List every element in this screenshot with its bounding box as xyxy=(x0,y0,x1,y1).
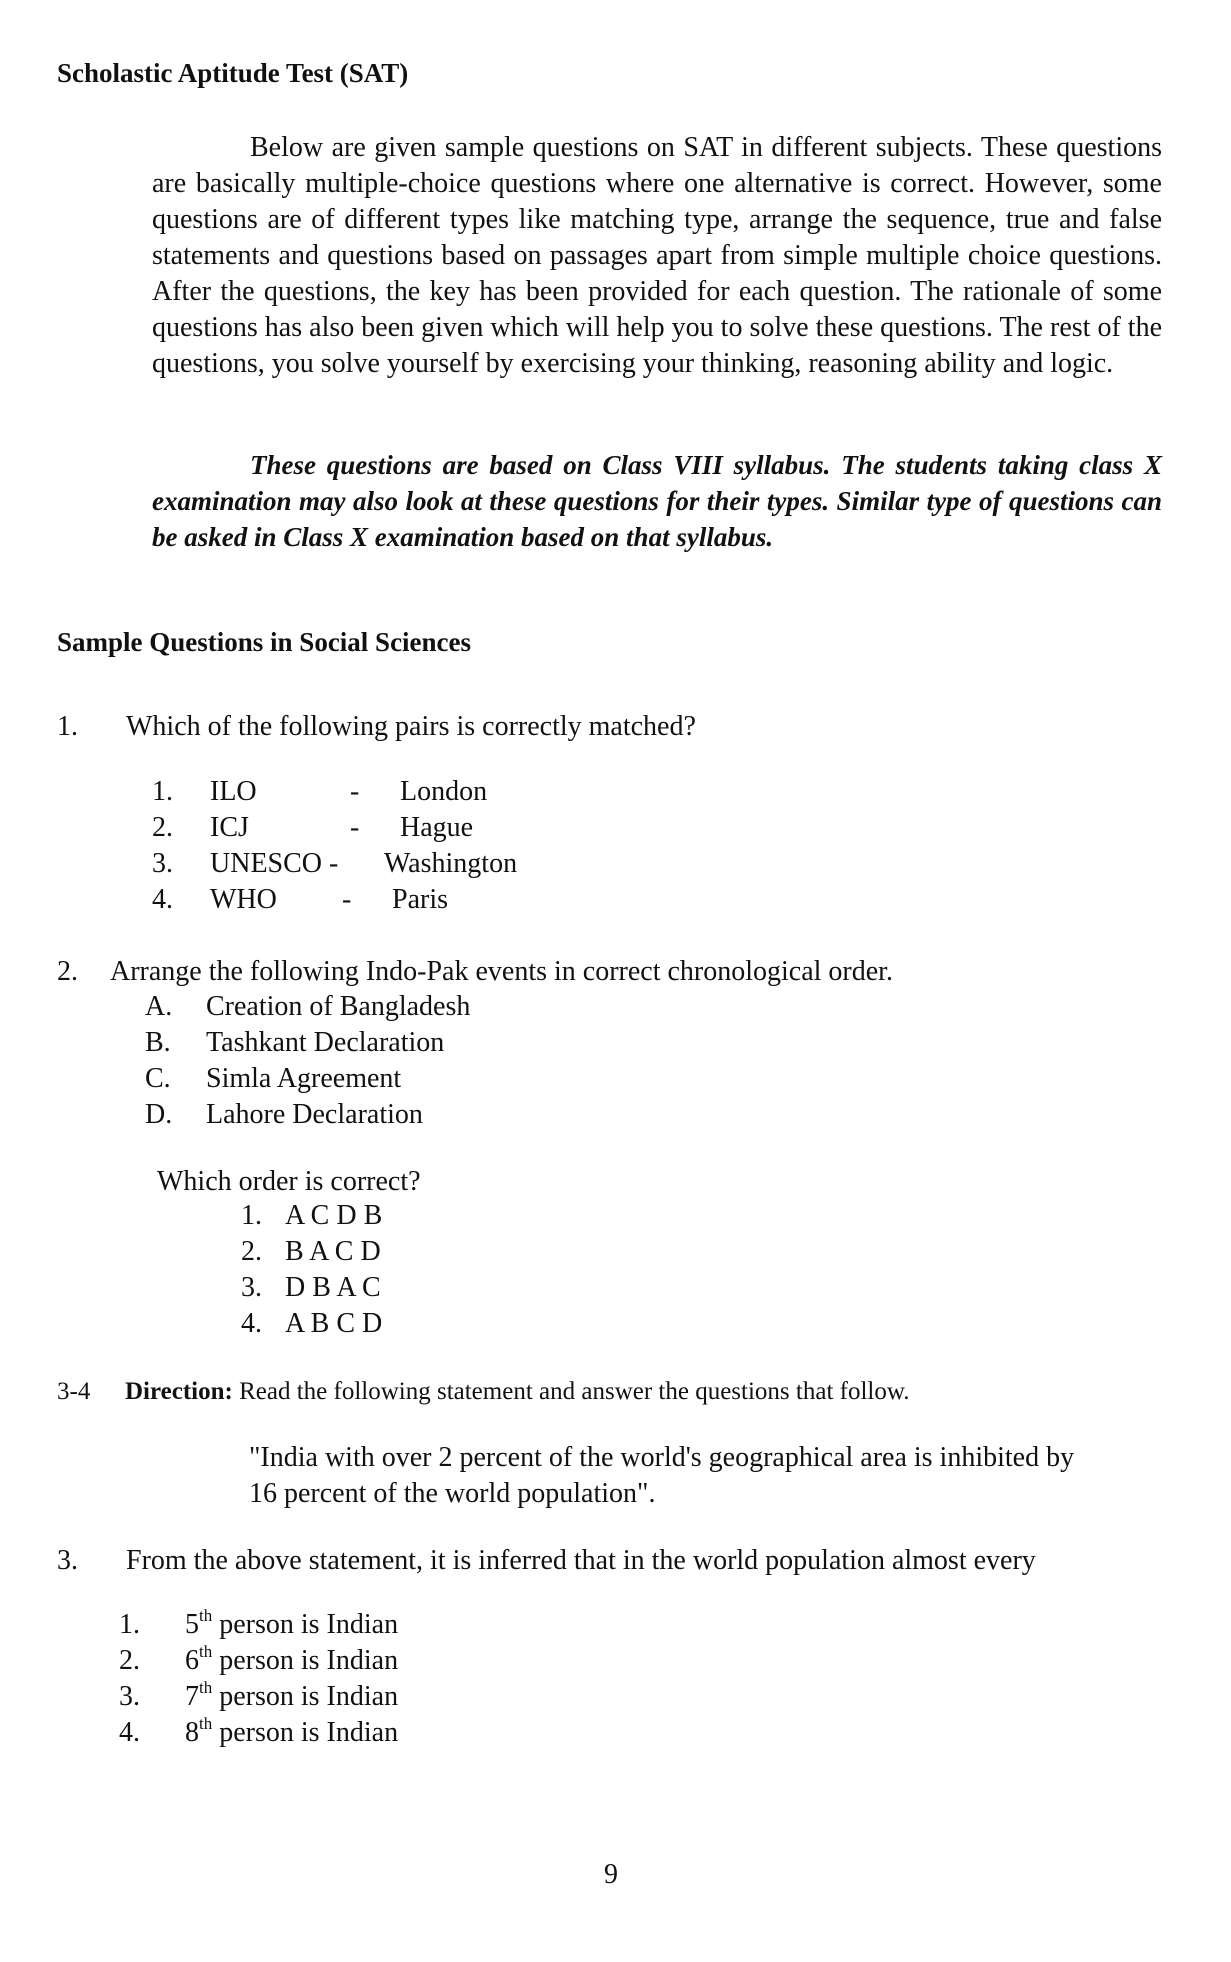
order-number: 2. xyxy=(241,1236,262,1267)
ordinal-suffix: th xyxy=(199,1714,213,1733)
option-org: ILO xyxy=(210,776,257,807)
order-text: A C D B xyxy=(285,1200,383,1231)
syllabus-note xyxy=(152,447,1162,555)
option-ordinal xyxy=(185,1714,399,1749)
event-text: Simla Agreement xyxy=(206,1063,402,1094)
section-title: Sample Questions in Social Sciences xyxy=(57,627,472,657)
intro-text: Below are given sample questions on SAT in different subjects. These questions are basically multiple-choice questions where one alternative is correct. However, some questions are of different types like matching type, arrange the sequence, true and false statements and questions based on passages apart from simple multiple choice questions. After the questions, the key has been provided for each question. The rationale of some questions has also been given which will help you to solve these questions. The rest of the questions, you solve yourself by exercising your thinking, reasoning ability and logic. xyxy=(152,132,1162,379)
order-text: D B A C xyxy=(285,1272,381,1303)
note-text: These questions are based on Class VIII syllabus. The students taking class X examination may also look at these questions for their types. Similar type of questions can be asked in Class X examination based on that syllabus. xyxy=(152,450,1162,552)
option-number: 2. xyxy=(152,812,173,843)
ordinal-number: 7 xyxy=(185,1681,199,1712)
direction-line xyxy=(125,1378,910,1406)
q2-prompt: Which order is correct? xyxy=(157,1166,421,1197)
page-title: Scholastic Aptitude Test (SAT) xyxy=(57,58,409,88)
option-number: 4. xyxy=(152,884,173,915)
option-number: 3. xyxy=(119,1681,140,1712)
option-text: person is Indian xyxy=(219,1681,399,1712)
option-place: Hague xyxy=(400,812,474,843)
question-number: 3. xyxy=(57,1545,78,1576)
intro-paragraph xyxy=(152,130,1162,382)
option-org: WHO xyxy=(210,884,277,915)
page-number: 9 xyxy=(604,1859,618,1890)
event-text: Tashkant Declaration xyxy=(206,1027,445,1058)
option-dash: - xyxy=(342,884,352,915)
option-dash: - xyxy=(350,776,360,807)
option-text: person is Indian xyxy=(219,1645,399,1676)
direction-number: 3-4 xyxy=(57,1378,91,1405)
option-ordinal xyxy=(185,1678,399,1713)
quote-line-2: 16 percent of the world population". xyxy=(249,1478,656,1509)
question-number: 1. xyxy=(57,711,78,742)
quote-line-1: "India with over 2 percent of the world's geographical area is inhibited by xyxy=(249,1442,1075,1473)
question-number: 2. xyxy=(57,956,78,987)
question-text: Which of the following pairs is correctly matched? xyxy=(126,711,696,742)
ordinal-number: 8 xyxy=(185,1717,199,1748)
option-text: person is Indian xyxy=(219,1609,399,1640)
option-dash: - xyxy=(350,812,360,843)
event-letter: C. xyxy=(145,1063,171,1094)
option-place: Paris xyxy=(392,884,448,915)
option-ordinal xyxy=(185,1642,399,1677)
event-letter: A. xyxy=(145,991,173,1022)
order-number: 4. xyxy=(241,1308,262,1339)
ordinal-number: 6 xyxy=(185,1645,199,1676)
event-text: Creation of Bangladesh xyxy=(206,991,471,1022)
order-text: A B C D xyxy=(285,1308,383,1339)
event-letter: D. xyxy=(145,1099,173,1130)
option-number: 2. xyxy=(119,1645,140,1676)
option-number: 1. xyxy=(152,776,173,807)
option-number: 4. xyxy=(119,1717,140,1748)
option-number: 3. xyxy=(152,848,173,879)
option-text: person is Indian xyxy=(219,1717,399,1748)
option-place: Washington xyxy=(384,848,518,879)
option-number: 1. xyxy=(119,1609,140,1640)
option-org: UNESCO - xyxy=(210,848,339,879)
option-ordinal xyxy=(185,1606,399,1641)
option-place: London xyxy=(400,776,488,807)
event-text: Lahore Declaration xyxy=(206,1099,423,1130)
ordinal-number: 5 xyxy=(185,1609,199,1640)
order-number: 1. xyxy=(241,1200,262,1231)
question-text: Arrange the following Indo-Pak events in correct chronological order. xyxy=(110,956,893,987)
ordinal-suffix: th xyxy=(199,1606,213,1625)
question-text: From the above statement, it is inferred that in the world population almost every xyxy=(126,1545,1036,1576)
order-text: B A C D xyxy=(285,1236,381,1267)
direction-text: Read the following statement and answer the questions that follow. xyxy=(239,1378,910,1405)
event-letter: B. xyxy=(145,1027,171,1058)
direction-label: Direction: xyxy=(125,1378,233,1405)
ordinal-suffix: th xyxy=(199,1642,213,1661)
ordinal-suffix: th xyxy=(199,1678,213,1697)
order-number: 3. xyxy=(241,1272,262,1303)
option-org: ICJ xyxy=(210,812,249,843)
